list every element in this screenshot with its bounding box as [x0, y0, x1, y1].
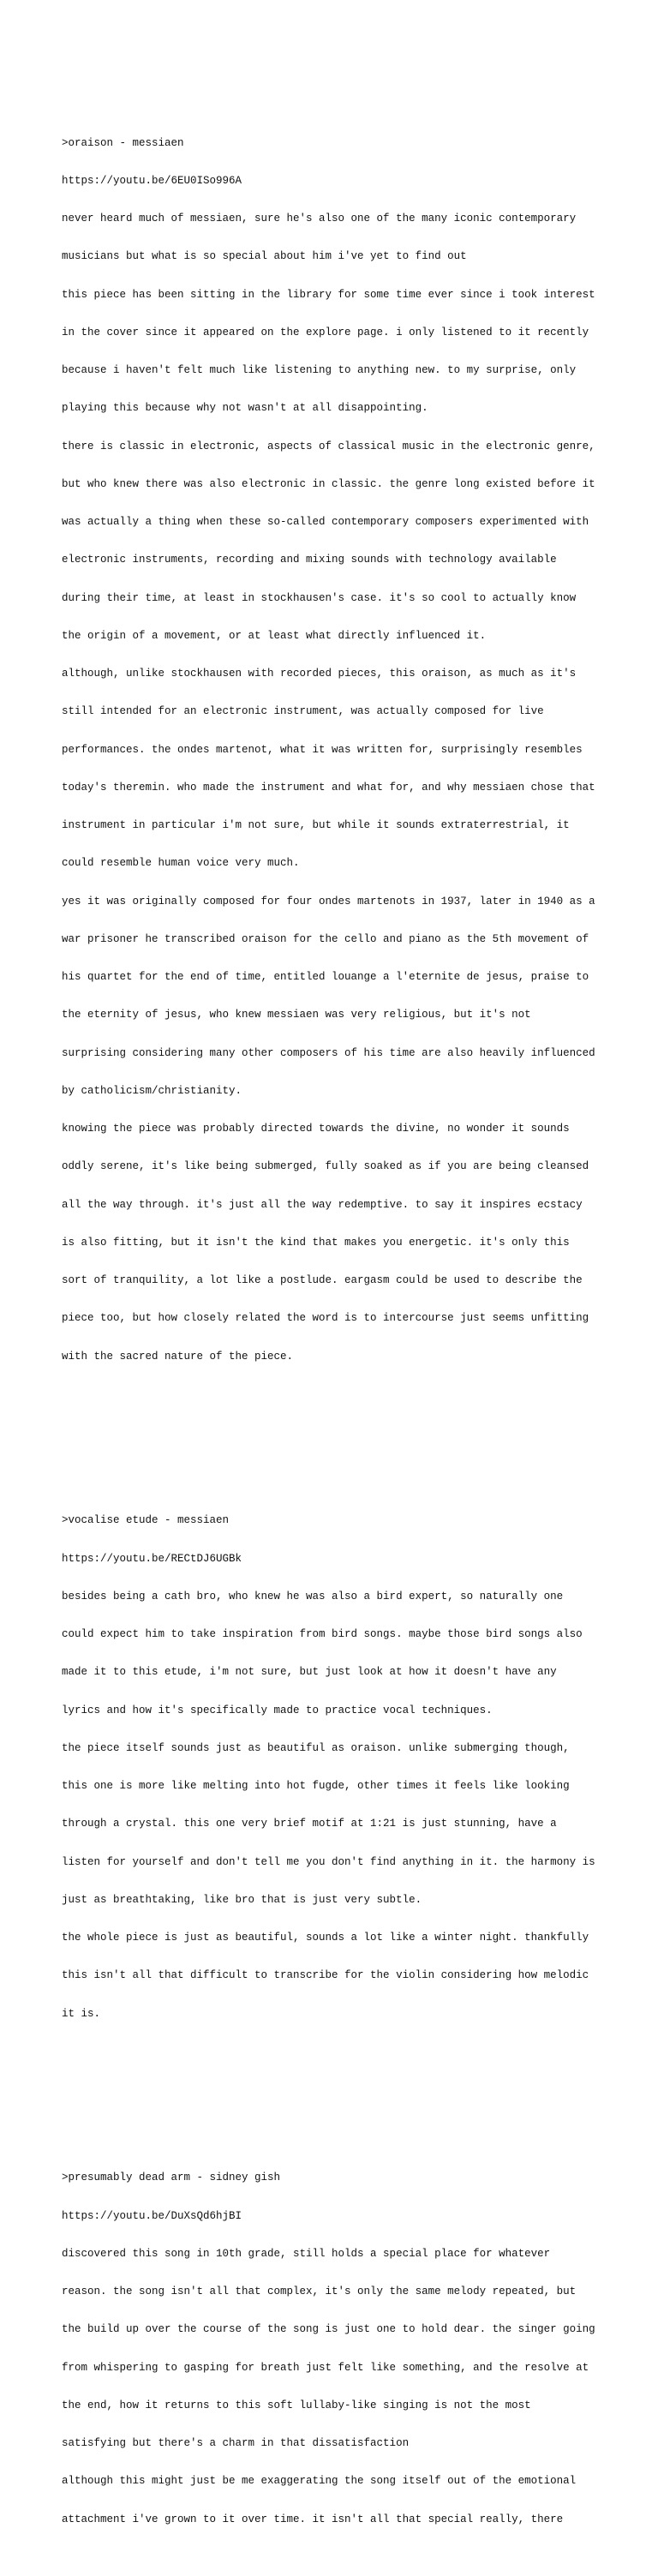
youtube-link[interactable]: https://youtu.be/DuXsQd6hjBI [62, 2209, 242, 2222]
body-line: lyrics and how it's specifically made to practice vocal techniques. [62, 1704, 493, 1716]
section-title: >presumably dead arm - sidney gish [62, 2172, 281, 2184]
body-line: the eternity of jesus, who knew messiaen was very religious, but it's not [62, 1009, 531, 1021]
body-line: just as breathtaking, like bro that is just very subtle. [62, 1893, 422, 1906]
body-line: listen for yourself and don't tell me you don't find anything in it. the harmony is [62, 1855, 595, 1868]
youtube-link[interactable]: https://youtu.be/6EU0ISo996A [62, 174, 242, 187]
body-line: playing this because why not wasn't at all disappointing. [62, 402, 428, 415]
section-title: >vocalise etude - messiaen [62, 1514, 230, 1527]
body-line: war prisoner he transcribed oraison for the cello and piano as the 5th movement of [62, 932, 589, 945]
body-line: satisfying but there's a charm in that dissatisfaction [62, 2437, 410, 2449]
body-line: knowing the piece was probably directed towards the divine, no wonder it sounds [62, 1123, 570, 1135]
body-line: in the cover since it appeared on the explore page. i only listened to it recently [62, 326, 589, 338]
body-line: his quartet for the end of time, entitled louange a l'eternite de jesus, praise to [62, 971, 589, 983]
body-line: performances. the ondes martenot, what it was written for, surprisingly resembles [62, 743, 583, 756]
body-line: all the way through. it's just all the way redemptive. to say it inspires ecstacy [62, 1198, 583, 1211]
body-line: this piece has been sitting in the library for some time ever since i took interest [62, 288, 595, 301]
body-line: this one is more like melting into hot fugde, other times it feels like looking [62, 1780, 570, 1792]
body-line: but who knew there was also electronic in classic. the genre long existed before it [62, 477, 595, 490]
body-line: reason. the song isn't all that complex, it's only the same melody repeated, but [62, 2285, 577, 2297]
youtube-link[interactable]: https://youtu.be/RECtDJ6UGBk [62, 1552, 242, 1565]
body-line: still intended for an electronic instrument, was actually composed for live [62, 705, 544, 718]
body-line: instrument in particular i'm not sure, but while it sounds extraterrestrial, it [62, 819, 570, 831]
body-line: this isn't all that difficult to transcribe for the violin considering how melodic [62, 1969, 589, 1982]
section-spacer [62, 2083, 610, 2096]
body-line: the end, how it returns to this soft lullaby-like singing is not the most [62, 2399, 531, 2411]
body-line: made it to this etude, i'm not sure, but just look at how it doesn't have any [62, 1666, 557, 1679]
body-line: by catholicism/christianity. [62, 1084, 242, 1097]
body-line: besides being a cath bro, who knew he was also a bird expert, so naturally one [62, 1590, 564, 1603]
review-section-vocalise-etude [62, 1489, 610, 2046]
body-line: could expect him to take inspiration from bird songs. maybe those bird songs also [62, 1628, 583, 1640]
body-line: the whole piece is just as beautiful, sounds a lot like a winter night. thankfully [62, 1932, 589, 1944]
body-line: is also fitting, but it isn't the kind that makes you energetic. it's only this [62, 1236, 570, 1249]
body-line: the build up over the course of the song is just one to hold dear. the singer going [62, 2323, 595, 2336]
section-spacer [62, 1426, 610, 1439]
section-title: >oraison - messiaen [62, 136, 184, 149]
body-line: yes it was originally composed for four ondes martenots in 1937, later in 1940 as a [62, 895, 595, 908]
body-line: could resemble human voice very much. [62, 857, 300, 870]
document-page [62, 61, 610, 2576]
body-line: surprising considering many other composers of his time are also heavily influenced [62, 1046, 595, 1059]
body-line: oddly serene, it's like being submerged, fully soaked as if you are being cleansed [62, 1160, 589, 1173]
body-line: the origin of a movement, or at least what directly influenced it. [62, 629, 487, 642]
review-section-oraison [62, 111, 610, 1388]
body-line: although, unlike stockhausen with recorded pieces, this oraison, as much as it's [62, 668, 577, 680]
body-line: today's theremin. who made the instrument and what for, and why messiaen chose that [62, 781, 595, 794]
body-line: there is classic in electronic, aspects of classical music in the electronic genre, [62, 440, 595, 452]
body-line: musicians but what is so special about him i've yet to find out [62, 250, 467, 263]
body-line: electronic instruments, recording and mixing sounds with technology available [62, 554, 557, 566]
body-line: with the sacred nature of the piece. [62, 1350, 294, 1363]
body-line: from whispering to gasping for breath just felt like something, and the resolve at [62, 2361, 589, 2374]
body-line: discovered this song in 10th grade, still holds a special place for whatever [62, 2247, 551, 2260]
body-line: piece too, but how closely related the word is to intercourse just seems unfitting [62, 1312, 589, 1325]
body-line: sort of tranquility, a lot like a postlude. eargasm could be used to describe the [62, 1274, 583, 1286]
body-line: it is. [62, 2007, 101, 2020]
body-line: was actually a thing when these so-called contemporary composers experimented with [62, 516, 589, 528]
body-line: the piece itself sounds just as beautiful as oraison. unlike submerging though, [62, 1741, 570, 1754]
body-line: during their time, at least in stockhausen's case. it's so cool to actually know [62, 591, 577, 604]
body-line: although this might just be me exaggerating the song itself out of the emotional [62, 2475, 577, 2488]
review-section-presumably-dead-arm [62, 2147, 610, 2551]
body-line: through a crystal. this one very brief motif at 1:21 is just stunning, have a [62, 1818, 557, 1830]
body-line: because i haven't felt much like listening to anything new. to my surprise, only [62, 364, 577, 376]
body-line: never heard much of messiaen, sure he's also one of the many iconic contemporary [62, 213, 577, 225]
body-line: attachment i've grown to it over time. it isn't all that special really, there [62, 2513, 564, 2525]
